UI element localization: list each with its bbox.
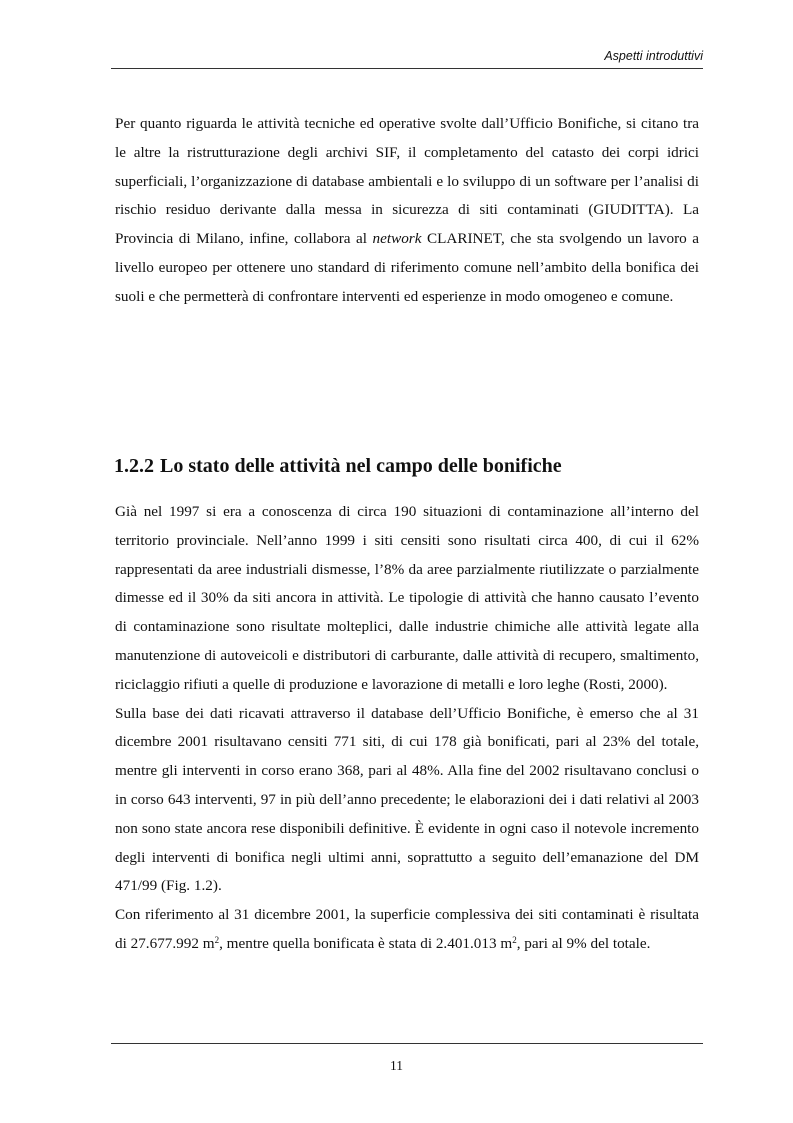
paragraph-3-part-3: , pari al 9% del totale.	[516, 934, 651, 952]
footer-rule	[111, 1043, 703, 1044]
section-body	[115, 498, 699, 959]
intro-paragraph	[115, 110, 699, 312]
section-heading	[114, 455, 562, 478]
section-paragraph-3	[115, 901, 699, 959]
section-paragraph-2: Sulla base dei dati ricavati attraverso il database dell’Ufficio Bonifiche, è emerso che al 31 dicembre 2001 risultavano censiti 771 siti, di cui 178 già bonificati, pari al 23% del totale, mentre gli interventi in corso erano 368, pari al 48%. Alla fine del 2002 risultavano conclusi o in corso 643 interventi, 97 in più dell’anno precedente; le elaborazioni dei i dati relativi al 2003 non sono state ancora rese disponibili definitive. È evidente in ogni caso il notevole incremento degli interventi di bonifica negli ultimi anni, soprattutto a seguito dell’emanazione del DM 471/99 (Fig. 1.2).	[115, 704, 699, 895]
intro-text-start: Per quanto riguarda le attività tecniche ed operative svolte dall’Ufficio Bonifiche, si citano tra le altre la ristrutturazione degli archivi SIF, il completamento del catasto dei corpi idrici superficiali, l’organizzazione di database ambientali e lo sviluppo di un software per l’analisi di rischio residuo derivante dalla messa in sicurezza di siti contaminati (GIUDITTA). La Provincia di Milano, infine, collabora al	[115, 115, 699, 248]
page-number: 11	[390, 1058, 403, 1073]
header-rule	[111, 68, 703, 69]
paragraph-3-part-1: Con riferimento al 31 dicembre 2001, la superficie complessiva dei siti contaminati è risultata di 27.677.992 m	[115, 906, 699, 952]
section-title: Lo stato delle attività nel campo delle bonifiche	[160, 455, 562, 477]
intro-text-end: CLARINET, che sta svolgendo un lavoro a livello europeo per ottenere uno standard di riferimento comune nell’ambito della bonifica dei suoli e che permetterà di confrontare interventi ed esperienze in modo omogeneo e comune.	[115, 230, 699, 305]
running-header-title: Aspetti introduttivi	[604, 49, 703, 63]
intro-text-italic: network	[372, 230, 422, 248]
paragraph-3-part-2: , mentre quella bonificata è stata di 2.401.013 m	[219, 934, 513, 952]
section-number: 1.2.2	[114, 455, 154, 477]
superscript-1: 2	[214, 934, 220, 945]
superscript-2: 2	[512, 934, 517, 945]
section-paragraph-1: Già nel 1997 si era a conoscenza di circa 190 situazioni di contaminazione all’interno del territorio provinciale. Nell’anno 1999 i siti censiti sono risultati circa 400, di cui il 62% rappresentati da aree industriali dismesse, l’8% da aree parzialmente riutilizzate o parzialmente dimesse ed il 30% da siti ancora in attività. Le tipologie di attività che hanno causato l’evento di contaminazione sono risultate molteplici, dalle industrie chimiche alle attività legate alla manutenzione di autoveicoli e distributori di carburante, dalle attività di recupero, smaltimento, riciclaggio rifiuti a quelle di produzione e lavorazione di metalli e loro leghe (Rosti, 2000).	[115, 503, 699, 693]
